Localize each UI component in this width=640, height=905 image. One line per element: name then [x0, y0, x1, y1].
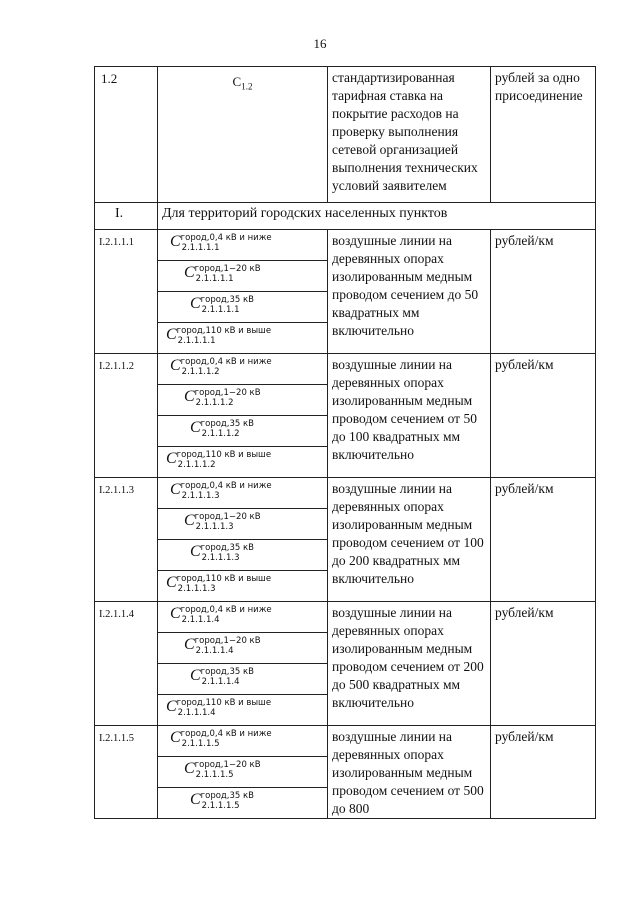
rate-symbol: [158, 354, 328, 385]
symbol-superscript: город,0,4 кВ и ниже: [180, 729, 272, 739]
rate-symbol: [158, 385, 328, 416]
rate-symbol: [158, 633, 328, 664]
section-row: [95, 203, 596, 230]
row-unit: рублей/км: [491, 602, 596, 726]
row-description: воздушные линии на деревянных опорах изолированным медным проводом сечением от 50 до 100 квадратных мм включительно: [328, 354, 491, 478]
rate-symbol: [158, 261, 328, 292]
rate-symbol: [158, 509, 328, 540]
row-description: воздушные линии на деревянных опорах изолированным медным проводом сечением до 50 квадратных мм включительно: [328, 230, 491, 354]
row-unit: рублей/км: [491, 354, 596, 478]
symbol-superscript: город,1−20 кВ: [194, 636, 261, 646]
symbol-letter: C: [166, 326, 177, 343]
row-code: I.2.1.1.4: [95, 602, 158, 726]
table-body: [95, 67, 596, 819]
symbol-letter: C: [184, 388, 195, 405]
row-description: стандартизированная тарифная ставка на покрытие расходов на проверку выполнения сетевой организацией выполнения технических условий заявителем: [328, 67, 491, 203]
symbol-superscript: город,1−20 кВ: [194, 388, 261, 398]
symbol-letter: C: [190, 543, 201, 560]
rate-symbol: [158, 757, 328, 788]
rate-symbol: [158, 571, 328, 602]
row-code: 1.2: [95, 67, 158, 203]
symbol-superscript: город,35 кВ: [200, 791, 254, 801]
symbol-letter: C: [166, 450, 177, 467]
symbol-subscript: 2.1.1.1.3: [177, 584, 216, 594]
symbol-superscript: город,0,4 кВ и ниже: [180, 481, 272, 491]
symbol-subscript: 2.1.1.1.1: [195, 274, 234, 284]
table-row: [95, 478, 596, 509]
rate-symbol: [158, 664, 328, 695]
symbol-subscript: 2.1.1.1.5: [195, 770, 234, 780]
tariff-table: [94, 66, 596, 819]
symbol-subscript: 2.1.1.1.4: [201, 677, 240, 687]
symbol-superscript: город,0,4 кВ и ниже: [180, 233, 272, 243]
symbol-superscript: город,35 кВ: [200, 543, 254, 553]
symbol-letter: C: [170, 605, 181, 622]
symbol-subscript: 2.1.1.1.4: [181, 615, 220, 625]
rate-symbol: [158, 726, 328, 757]
row-description: воздушные линии на деревянных опорах изолированным медным проводом сечением от 200 до 500 квадратных мм включительно: [328, 602, 491, 726]
symbol-subscript: 2.1.1.1.1: [201, 305, 240, 315]
symbol-superscript: город,110 кВ и выше: [176, 698, 272, 708]
rate-symbol: [158, 602, 328, 633]
section-title: Для территорий городских населенных пунктов: [158, 203, 596, 230]
symbol-superscript: город,35 кВ: [200, 419, 254, 429]
row-unit: рублей за одно присоединение: [491, 67, 596, 203]
symbol-letter: C: [166, 574, 177, 591]
table-row: [95, 354, 596, 385]
rate-symbol: [158, 695, 328, 726]
row-unit: рублей/км: [491, 726, 596, 819]
symbol-letter: C: [184, 636, 195, 653]
symbol-superscript: город,35 кВ: [200, 667, 254, 677]
symbol-subscript: 2.1.1.1.3: [201, 553, 240, 563]
row-unit: рублей/км: [491, 478, 596, 602]
symbol-letter: C: [184, 760, 195, 777]
symbol-subscript: 1.2: [241, 81, 253, 92]
rate-symbol: [158, 230, 328, 261]
symbol-subscript: 2.1.1.1.2: [195, 398, 234, 408]
rate-symbol: [158, 67, 328, 203]
table-row-1-2: [95, 67, 596, 203]
symbol-letter: C: [190, 295, 201, 312]
symbol-letter: C: [166, 698, 177, 715]
table-row: [95, 230, 596, 261]
rate-symbol: [158, 416, 328, 447]
rate-symbol: [158, 788, 328, 819]
symbol-superscript: город,35 кВ: [200, 295, 254, 305]
symbol-superscript: город,110 кВ и выше: [176, 574, 272, 584]
symbol-superscript: город,0,4 кВ и ниже: [180, 357, 272, 367]
symbol-superscript: город,110 кВ и выше: [176, 326, 272, 336]
symbol-subscript: 2.1.1.1.3: [195, 522, 234, 532]
row-code: I.2.1.1.3: [95, 478, 158, 602]
symbol-letter: C: [190, 667, 201, 684]
symbol-subscript: 2.1.1.1.2: [201, 429, 240, 439]
symbol-superscript: город,0,4 кВ и ниже: [180, 605, 272, 615]
rate-symbol: [158, 478, 328, 509]
row-code: I.2.1.1.5: [95, 726, 158, 819]
rate-symbol: [158, 292, 328, 323]
symbol-subscript: 2.1.1.1.1: [181, 243, 220, 253]
row-code: I.2.1.1.2: [95, 354, 158, 478]
symbol-letter: C: [232, 74, 242, 89]
symbol-subscript: 2.1.1.1.5: [201, 801, 240, 811]
symbol-subscript: 2.1.1.1.4: [177, 708, 216, 718]
symbol-letter: C: [170, 233, 181, 250]
symbol-superscript: город,1−20 кВ: [194, 264, 261, 274]
symbol-letter: C: [170, 481, 181, 498]
row-unit: рублей/км: [491, 230, 596, 354]
rate-symbol: [158, 540, 328, 571]
row-description: воздушные линии на деревянных опорах изолированным медным проводом сечением от 500 до 800: [328, 726, 491, 819]
symbol-subscript: 2.1.1.1.2: [181, 367, 220, 377]
table-row: [95, 726, 596, 757]
row-code: I.2.1.1.1: [95, 230, 158, 354]
symbol-letter: C: [184, 512, 195, 529]
symbol-letter: C: [184, 264, 195, 281]
symbol-subscript: 2.1.1.1.1: [177, 336, 216, 346]
symbol-letter: C: [190, 791, 201, 808]
symbol-letter: C: [170, 357, 181, 374]
page-number: 16: [313, 36, 327, 51]
table-row: [95, 602, 596, 633]
symbol-letter: C: [170, 729, 181, 746]
symbol-subscript: 2.1.1.1.4: [195, 646, 234, 656]
rate-symbol: [158, 447, 328, 478]
symbol-subscript: 2.1.1.1.2: [177, 460, 216, 470]
symbol-subscript: 2.1.1.1.3: [181, 491, 220, 501]
symbol-superscript: город,1−20 кВ: [194, 760, 261, 770]
section-number: I.: [95, 203, 158, 230]
symbol-superscript: город,1−20 кВ: [194, 512, 261, 522]
symbol-subscript: 2.1.1.1.5: [181, 739, 220, 749]
rate-symbol: [158, 323, 328, 354]
symbol-superscript: город,110 кВ и выше: [176, 450, 272, 460]
row-description: воздушные линии на деревянных опорах изолированным медным проводом сечением от 100 до 200 квадратных мм включительно: [328, 478, 491, 602]
symbol-letter: C: [190, 419, 201, 436]
